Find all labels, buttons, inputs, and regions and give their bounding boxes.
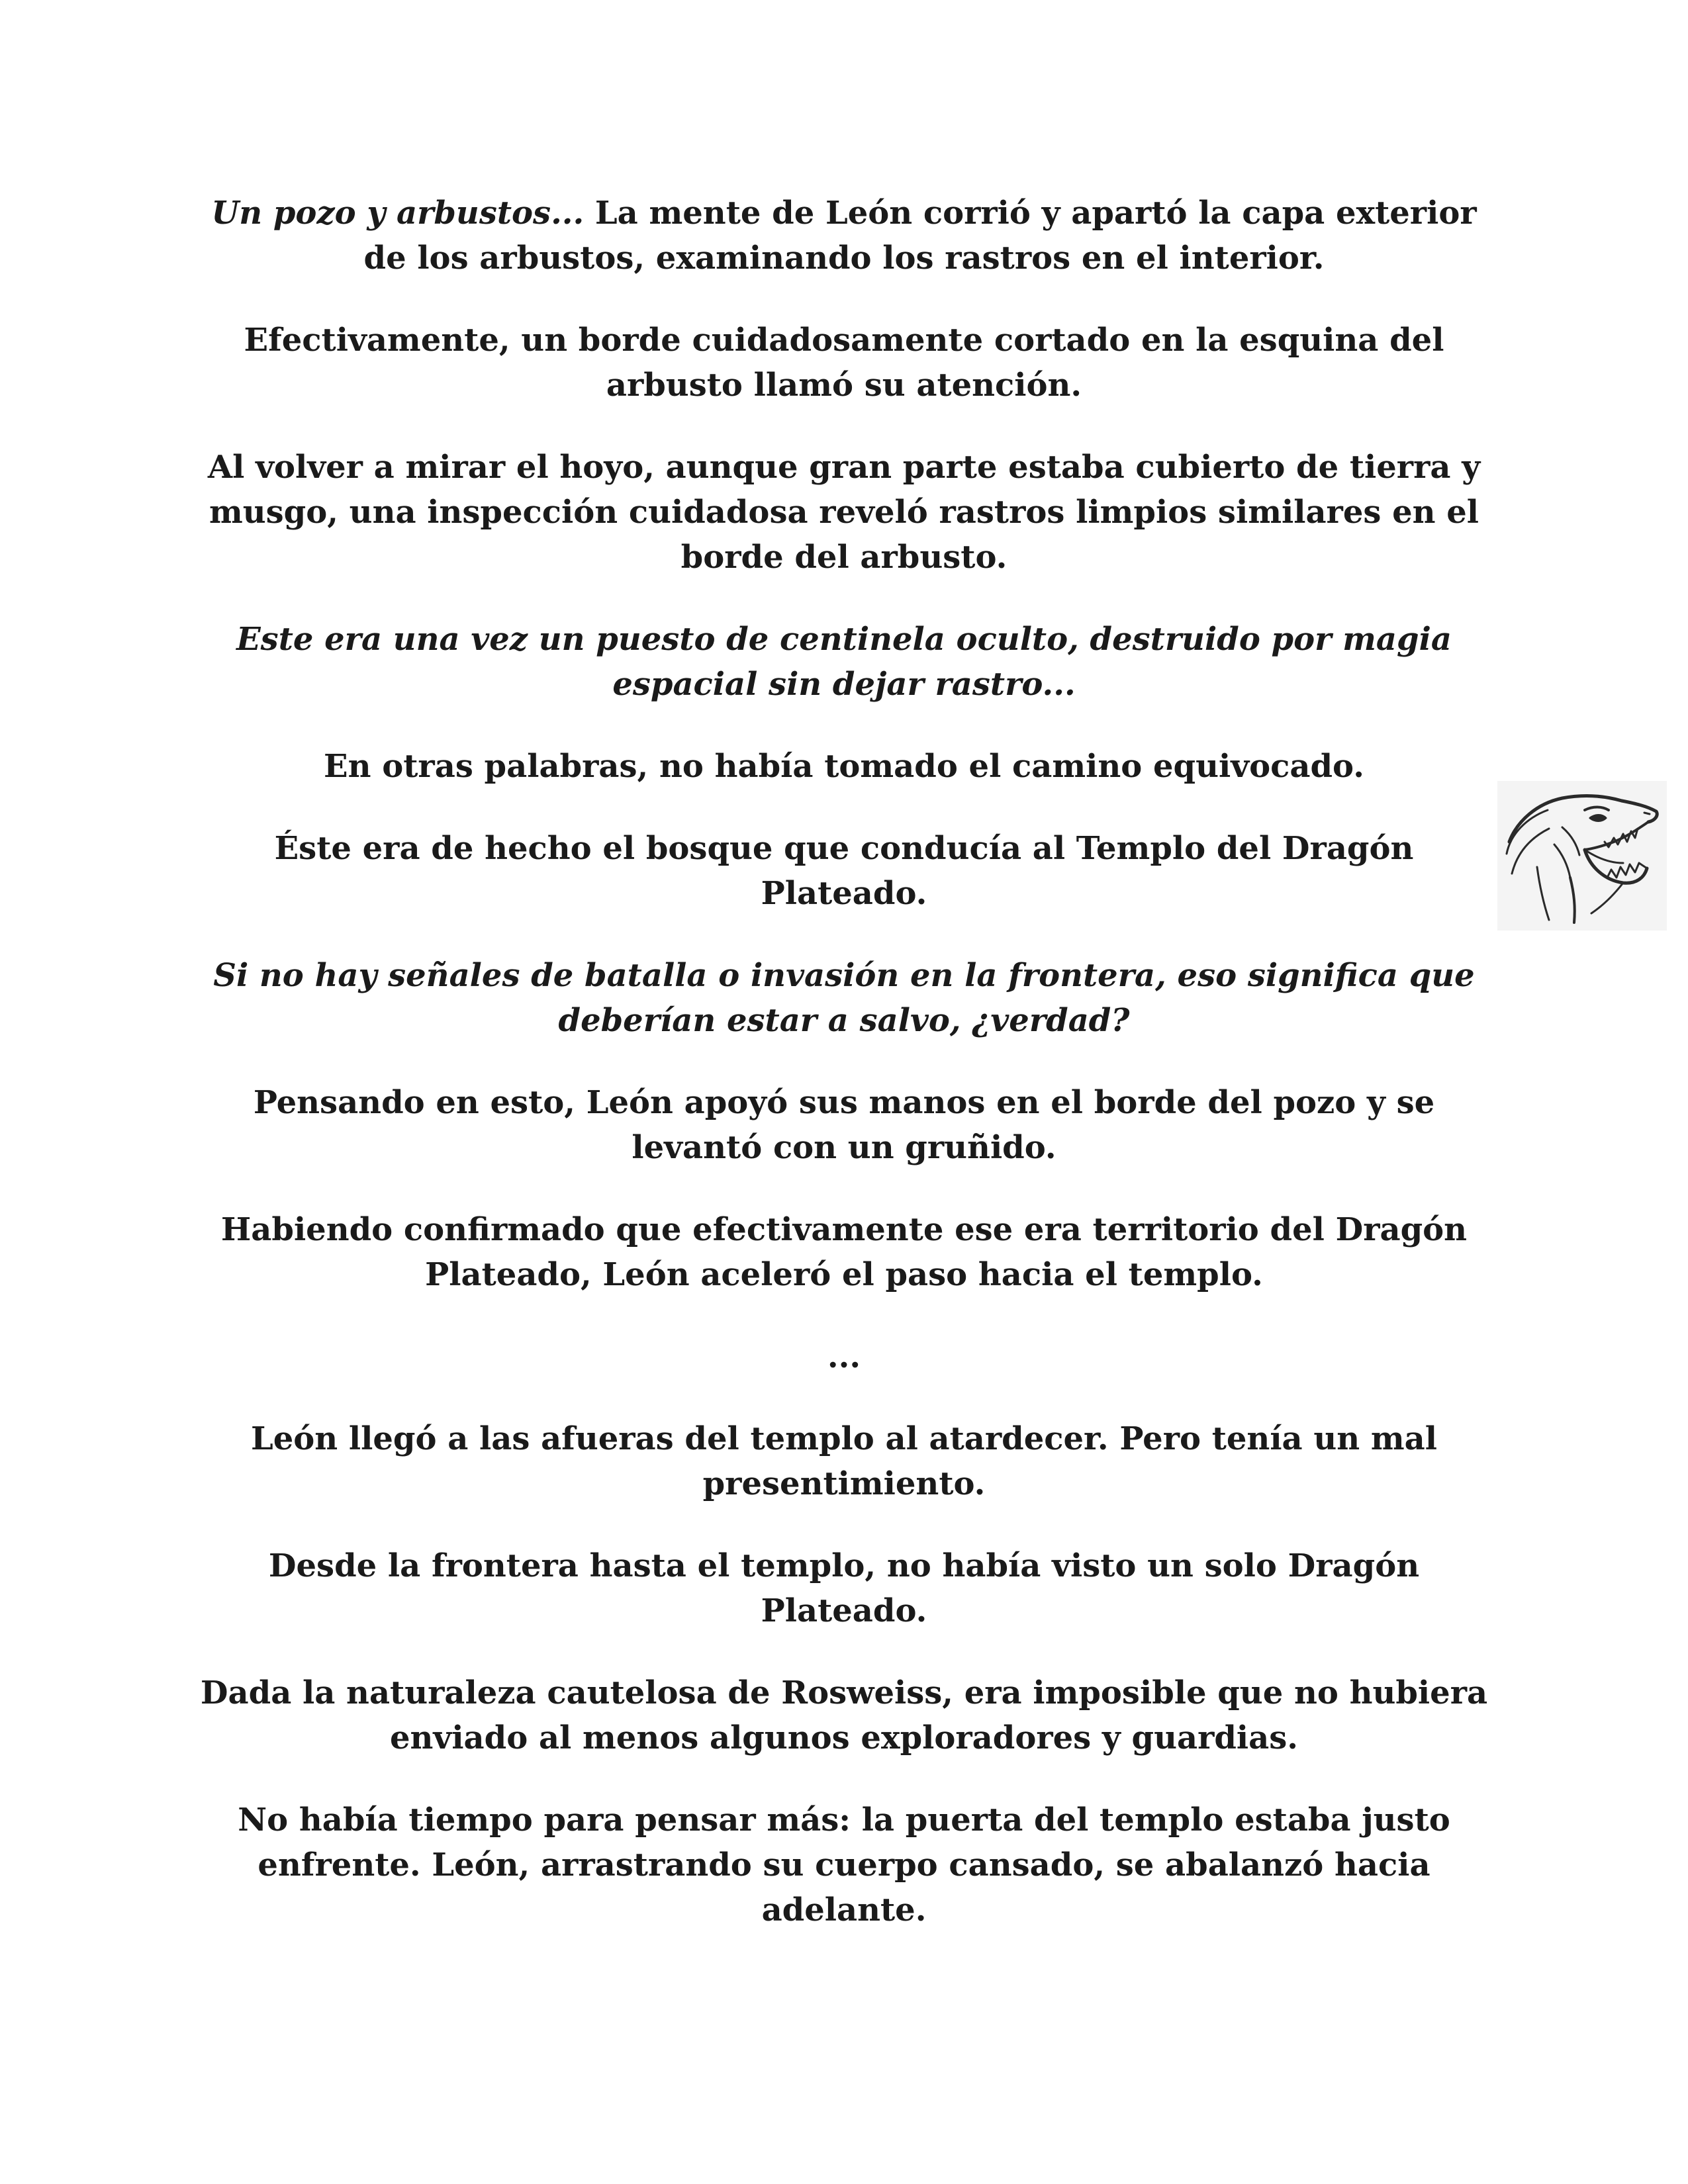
text-column [199,191,1489,1970]
dragon-head-sketch-icon [1497,781,1667,931]
paragraph-1-italic-lead: Un pozo y arbustos... [211,195,585,232]
paragraph-4-thought: Este era una vez un puesto de centinela oculto, destruido por magia espacial sin dejar rastro... [236,621,1452,703]
paragraph-6: Éste era de hecho el bosque que conducía al Templo del Dragón Plateado. [274,830,1414,912]
paragraph-11: Desde la frontera hasta el templo, no había visto un solo Dragón Plateado. [268,1547,1420,1629]
paragraph-9: Habiendo confirmado que efectivamente ese era territorio del Dragón Plateado, León aceleró el paso hacia el templo. [220,1211,1468,1293]
paragraph-5: En otras palabras, no había tomado el camino equivocado. [324,748,1364,785]
paragraph-1 [199,191,1489,281]
paragraph-7-thought: Si no hay señales de batalla o invasión en la frontera, eso significa que deberían estar a salvo, ¿verdad? [213,957,1475,1039]
paragraph-2: Efectivamente, un borde cuidadosamente cortado en la esquina del arbusto llamó su atención. [244,322,1444,404]
paragraph-1-text: La mente de León corrió y apartó la capa exterior de los arbustos, examinando los rastros en el interior. [363,195,1477,277]
paragraph-8: Pensando en esto, León apoyó sus manos en el borde del pozo y se levantó con un gruñido. [253,1084,1435,1166]
paragraph-10: León llegó a las afueras del templo al atardecer. Pero tenía un mal presentimiento. [250,1420,1437,1502]
paragraph-12: Dada la naturaleza cautelosa de Rosweiss, era imposible que no hubiera enviado al menos algunos exploradores y guardias. [200,1674,1488,1756]
paragraph-3: Al volver a mirar el hoyo, aunque gran parte estaba cubierto de tierra y musgo, una inspección cuidadosa reveló rastros limpios similares en el borde del arbusto. [207,449,1481,576]
scene-break: ... [827,1338,861,1375]
paragraph-13: No había tiempo para pensar más: la puerta del templo estaba justo enfrente. León, arrastrando su cuerpo cansado, se abalanzó hacia adelante. [238,1801,1450,1929]
